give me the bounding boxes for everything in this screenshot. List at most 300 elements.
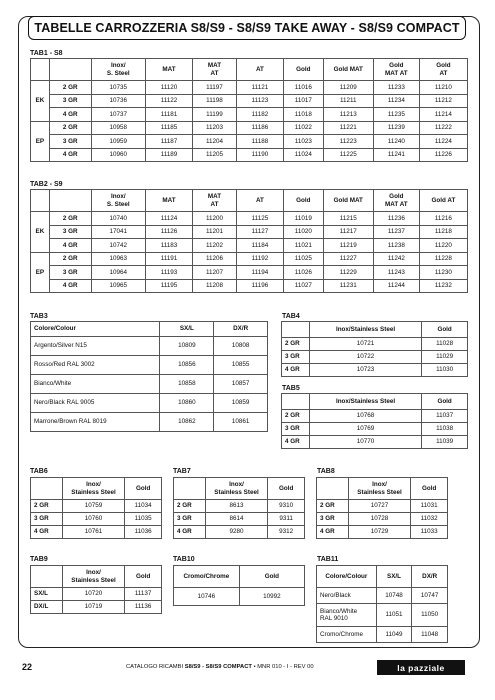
table-cell: 11181 [145, 108, 192, 122]
table-row [31, 212, 468, 226]
tab10-label: TAB10 [173, 556, 195, 563]
row-label: 2 GR [282, 410, 310, 423]
table-cell: 11215 [323, 212, 373, 226]
table-row [31, 225, 468, 239]
table-cell: 11206 [193, 252, 237, 266]
row-label: Bianco/White [31, 375, 160, 394]
column-header: SX/L [160, 322, 214, 337]
table-cell: 11183 [145, 239, 192, 253]
table-cell: 10746 [174, 588, 240, 606]
table-cell: 8613 [205, 500, 268, 513]
table-cell: 11240 [373, 135, 419, 149]
header-empty [49, 190, 91, 212]
table-cell: 11222 [419, 121, 467, 135]
row-label: 4 GR [317, 526, 349, 539]
table-cell: 11225 [323, 148, 373, 162]
column-header: MAT AT [193, 190, 237, 212]
row-label: 4 GR [174, 526, 206, 539]
column-header: Inox/ S. Steel [91, 190, 145, 212]
table-cell: 11185 [145, 121, 192, 135]
table-cell: 11024 [283, 148, 323, 162]
table-cell: 11190 [236, 148, 283, 162]
table-cell: 11195 [145, 279, 192, 293]
table-cell: 11023 [283, 135, 323, 149]
row-label: 3 GR [31, 513, 63, 526]
table-cell: 11022 [283, 121, 323, 135]
column-header: Gold [422, 394, 468, 410]
column-header: Inox/ Stainless Steel [205, 478, 268, 500]
tab2-label: TAB2 - S9 [30, 181, 63, 188]
table-cell: 17041 [91, 225, 145, 239]
table-cell: 11018 [283, 108, 323, 122]
tab4-table [281, 321, 468, 377]
row-label: 3 GR [317, 513, 349, 526]
row-label: Argento/Silver N15 [31, 337, 160, 356]
table-cell: 10769 [309, 423, 421, 436]
table-cell: 10768 [309, 410, 421, 423]
table-cell: 11051 [376, 604, 412, 627]
table-cell: 11234 [373, 94, 419, 108]
table-cell: 10770 [309, 436, 421, 449]
column-header: AT [236, 190, 283, 212]
table-row [31, 413, 268, 432]
table-cell: 11049 [376, 627, 412, 643]
table-cell: 11127 [236, 225, 283, 239]
row-label: 2 GR [282, 338, 310, 351]
tab8-table [316, 477, 448, 539]
page-title: TABELLE CARROZZERIA S8/S9 - S8/S9 TAKE AWAY - S8/S9 COMPACT [34, 21, 460, 35]
tab4-label: TAB4 [282, 313, 300, 320]
table-row [31, 94, 468, 108]
tab11-table [316, 565, 448, 643]
table-cell: 11027 [283, 279, 323, 293]
table-row [174, 588, 305, 606]
row-label: Nero/Black RAL 9005 [31, 394, 160, 413]
row-label: 3 GR [282, 423, 310, 436]
table-row [317, 588, 448, 604]
column-header: MAT [145, 190, 192, 212]
tab3-table [30, 321, 268, 432]
table-row [317, 627, 448, 643]
table-cell: 10860 [160, 394, 214, 413]
table-cell: 11038 [422, 423, 468, 436]
table-cell: 11030 [422, 364, 468, 377]
table-cell: 11191 [145, 252, 192, 266]
row-label: 4 GR [49, 279, 91, 293]
table-cell: 11229 [323, 266, 373, 280]
table-cell: 11202 [193, 239, 237, 253]
table-cell: 11205 [193, 148, 237, 162]
catalog-models: S8/S9 - S8/S9 COMPACT [184, 664, 252, 670]
header-empty [31, 59, 50, 81]
tab6-table [30, 477, 162, 539]
table-cell: 11199 [193, 108, 237, 122]
table-cell: 11028 [422, 338, 468, 351]
header-empty [31, 566, 63, 588]
table-cell: 11125 [236, 212, 283, 226]
table-cell: 11228 [419, 252, 467, 266]
table-cell: 11050 [412, 604, 448, 627]
table-row [31, 356, 268, 375]
table-cell: 11226 [419, 148, 467, 162]
table-cell: 11048 [412, 627, 448, 643]
table-cell: 11204 [193, 135, 237, 149]
table-cell: 10858 [160, 375, 214, 394]
table-cell: 11233 [373, 81, 419, 95]
table-cell: 11210 [419, 81, 467, 95]
table-row [174, 500, 305, 513]
table-cell: 11186 [236, 121, 283, 135]
row-label: 4 GR [282, 364, 310, 377]
table-cell: 10960 [91, 148, 145, 162]
column-header: DX/R [214, 322, 268, 337]
table-cell: 11244 [373, 279, 419, 293]
table-cell: 10759 [62, 500, 125, 513]
table-cell: 11198 [193, 94, 237, 108]
table-row [317, 500, 448, 513]
table-cell: 11212 [419, 94, 467, 108]
table-cell: 11187 [145, 135, 192, 149]
table-row [31, 108, 468, 122]
table-cell: 11223 [323, 135, 373, 149]
header-empty [317, 478, 349, 500]
tab9-table [30, 565, 162, 614]
table-cell: 10729 [348, 526, 411, 539]
table-cell: 10720 [62, 588, 124, 601]
row-label: 4 GR [49, 148, 91, 162]
row-label: Cromo/Chrome [317, 627, 377, 643]
table-cell: 11221 [323, 121, 373, 135]
tab2-table [30, 189, 468, 293]
column-header: Gold MAT AT [373, 190, 419, 212]
table-cell: 11200 [193, 212, 237, 226]
tab5-table [281, 393, 468, 449]
table-cell: 10855 [214, 356, 268, 375]
column-header: Gold [283, 190, 323, 212]
table-cell: 10723 [309, 364, 421, 377]
row-label: SX/L [31, 588, 63, 601]
column-header: Inox/Stainless Steel [309, 322, 421, 338]
column-header: Gold MAT [323, 190, 373, 212]
table-cell: 11137 [125, 588, 162, 601]
table-cell: 11231 [323, 279, 373, 293]
table-cell: 10736 [91, 94, 145, 108]
table-cell: 11020 [283, 225, 323, 239]
table-cell: 11039 [422, 436, 468, 449]
column-header: Gold [422, 322, 468, 338]
table-row [31, 375, 268, 394]
column-header: Colore/Colour [317, 566, 377, 588]
table-cell: 10859 [214, 394, 268, 413]
table-cell: 11224 [419, 135, 467, 149]
table-cell: 11194 [236, 266, 283, 280]
table-cell: 10737 [91, 108, 145, 122]
tab11-label: TAB11 [317, 556, 339, 563]
column-header: Gold [268, 478, 305, 500]
table-cell: 11242 [373, 252, 419, 266]
column-header: MAT AT [193, 59, 237, 81]
table-cell: 11203 [193, 121, 237, 135]
table-row [282, 351, 468, 364]
row-label: 3 GR [49, 135, 91, 149]
row-label: 4 GR [282, 436, 310, 449]
table-cell: 11227 [323, 252, 373, 266]
row-label: 3 GR [49, 225, 91, 239]
brand-logo-text: la pazziale [397, 662, 445, 673]
column-header: Gold [125, 478, 162, 500]
table-row [282, 436, 468, 449]
catalog-reference [126, 664, 314, 670]
table-cell: 11188 [236, 135, 283, 149]
column-header: Colore/Colour [31, 322, 160, 337]
table-row [31, 394, 268, 413]
table-cell: 11025 [283, 252, 323, 266]
group-label: EP [31, 252, 50, 293]
tab6-label: TAB6 [30, 468, 48, 475]
row-label: 2 GR [317, 500, 349, 513]
table-cell: 10735 [91, 81, 145, 95]
table-cell: 11236 [373, 212, 419, 226]
row-label: Nero/Black [317, 588, 377, 604]
table-cell: 11211 [323, 94, 373, 108]
table-cell: 11136 [125, 601, 162, 614]
column-header: Gold MAT [323, 59, 373, 81]
tab5-label: TAB5 [282, 385, 300, 392]
column-header: MAT [145, 59, 192, 81]
table-cell: 11237 [373, 225, 419, 239]
table-row [31, 337, 268, 356]
tab1-label: TAB1 - S8 [30, 50, 63, 57]
tab1-table [30, 58, 468, 162]
catalog-suffix: • MNR 010 - I - REV 00 [251, 664, 314, 670]
table-cell: 11037 [422, 410, 468, 423]
table-row [31, 239, 468, 253]
column-header: Gold [239, 566, 304, 588]
table-cell: 11029 [422, 351, 468, 364]
table-row [282, 410, 468, 423]
tab10-table [173, 565, 305, 606]
table-cell: 10761 [62, 526, 125, 539]
table-cell: 8614 [205, 513, 268, 526]
table-row [31, 601, 162, 614]
column-header: Inox/Stainless Steel [309, 394, 421, 410]
column-header: DX/R [412, 566, 448, 588]
row-label: 2 GR [49, 252, 91, 266]
table-cell: 10760 [62, 513, 125, 526]
page-number: 22 [22, 662, 33, 672]
table-cell: 11032 [411, 513, 448, 526]
table-cell: 11207 [193, 266, 237, 280]
table-cell: 10809 [160, 337, 214, 356]
row-label: 3 GR [49, 94, 91, 108]
column-header: Inox/ Stainless Steel [62, 478, 125, 500]
table-cell: 9310 [268, 500, 305, 513]
table-row [317, 526, 448, 539]
table-row [317, 604, 448, 627]
table-cell: 11019 [283, 212, 323, 226]
table-cell: 11182 [236, 108, 283, 122]
row-label: Bianco/White RAL 9010 [317, 604, 377, 627]
table-cell: 11219 [323, 239, 373, 253]
tab7-label: TAB7 [173, 468, 191, 475]
row-label: Marrone/Brown RAL 8019 [31, 413, 160, 432]
table-cell: 10722 [309, 351, 421, 364]
table-cell: 11193 [145, 266, 192, 280]
table-row [282, 364, 468, 377]
table-cell: 11034 [125, 500, 162, 513]
tab7-table [173, 477, 305, 539]
column-header: Gold AT [419, 190, 467, 212]
table-cell: 10958 [91, 121, 145, 135]
row-label: 4 GR [49, 108, 91, 122]
table-row [31, 148, 468, 162]
table-cell: 11120 [145, 81, 192, 95]
table-cell: 10959 [91, 135, 145, 149]
row-label: Rosso/Red RAL 3002 [31, 356, 160, 375]
table-cell: 11122 [145, 94, 192, 108]
table-cell: 11232 [419, 279, 467, 293]
table-cell: 10964 [91, 266, 145, 280]
page-title-box [28, 16, 466, 40]
table-row [282, 338, 468, 351]
table-cell: 11238 [373, 239, 419, 253]
row-label: 4 GR [49, 239, 91, 253]
table-cell: 10856 [160, 356, 214, 375]
table-cell: 9280 [205, 526, 268, 539]
table-cell: 11033 [411, 526, 448, 539]
table-cell: 11016 [283, 81, 323, 95]
table-cell: 11036 [125, 526, 162, 539]
table-cell: 10808 [214, 337, 268, 356]
table-cell: 11216 [419, 212, 467, 226]
table-cell: 10728 [348, 513, 411, 526]
table-cell: 10742 [91, 239, 145, 253]
header-empty [31, 478, 63, 500]
table-row [31, 513, 162, 526]
table-cell: 11124 [145, 212, 192, 226]
column-header: Gold [125, 566, 162, 588]
table-cell: 11230 [419, 266, 467, 280]
table-row [31, 588, 162, 601]
column-header: Gold MAT AT [373, 59, 419, 81]
table-row [31, 526, 162, 539]
column-header: Cromo/Chrome [174, 566, 240, 588]
table-row [31, 135, 468, 149]
column-header: Gold [283, 59, 323, 81]
table-cell: 11197 [193, 81, 237, 95]
header-empty [282, 394, 310, 410]
table-cell: 10727 [348, 500, 411, 513]
table-cell: 11017 [283, 94, 323, 108]
table-cell: 11235 [373, 108, 419, 122]
table-cell: 11026 [283, 266, 323, 280]
table-cell: 11213 [323, 108, 373, 122]
table-cell: 11196 [236, 279, 283, 293]
group-label: EK [31, 81, 50, 122]
column-header: Gold [411, 478, 448, 500]
column-header: Inox/ S. Steel [91, 59, 145, 81]
table-row [31, 279, 468, 293]
row-label: DX/L [31, 601, 63, 614]
row-label: 3 GR [282, 351, 310, 364]
table-cell: 11035 [125, 513, 162, 526]
table-cell: 11031 [411, 500, 448, 513]
table-cell: 11126 [145, 225, 192, 239]
table-row [31, 81, 468, 95]
table-cell: 11189 [145, 148, 192, 162]
row-label: 3 GR [49, 266, 91, 280]
table-cell: 11192 [236, 252, 283, 266]
table-cell: 10719 [62, 601, 124, 614]
column-header: AT [236, 59, 283, 81]
row-label: 2 GR [49, 81, 91, 95]
table-row [317, 513, 448, 526]
table-cell: 10721 [309, 338, 421, 351]
table-cell: 10857 [214, 375, 268, 394]
table-row [174, 526, 305, 539]
table-cell: 11239 [373, 121, 419, 135]
table-row [174, 513, 305, 526]
tab8-label: TAB8 [317, 468, 335, 475]
column-header: Inox/ Stainless Steel [62, 566, 124, 588]
header-empty [282, 322, 310, 338]
page-footer [22, 662, 478, 678]
table-cell: 9311 [268, 513, 305, 526]
header-empty [49, 59, 91, 81]
table-cell: 10992 [239, 588, 304, 606]
catalog-prefix: CATALOGO RICAMBI [126, 664, 185, 670]
table-cell: 11218 [419, 225, 467, 239]
row-label: 2 GR [174, 500, 206, 513]
brand-logo [377, 660, 465, 675]
table-cell: 11184 [236, 239, 283, 253]
table-cell: 11121 [236, 81, 283, 95]
table-cell: 11021 [283, 239, 323, 253]
table-cell: 10748 [376, 588, 412, 604]
column-header: Inox/ Stainless Steel [348, 478, 411, 500]
table-row [31, 252, 468, 266]
table-row [282, 423, 468, 436]
tab9-label: TAB9 [30, 556, 48, 563]
row-label: 4 GR [31, 526, 63, 539]
table-cell: 11220 [419, 239, 467, 253]
row-label: 2 GR [49, 121, 91, 135]
table-cell: 11209 [323, 81, 373, 95]
table-cell: 11201 [193, 225, 237, 239]
table-cell: 11208 [193, 279, 237, 293]
tab3-label: TAB3 [30, 313, 48, 320]
table-cell: 10965 [91, 279, 145, 293]
table-cell: 10861 [214, 413, 268, 432]
group-label: EK [31, 212, 50, 253]
table-cell: 10963 [91, 252, 145, 266]
table-cell: 11214 [419, 108, 467, 122]
header-empty [174, 478, 206, 500]
table-cell: 11217 [323, 225, 373, 239]
table-cell: 10740 [91, 212, 145, 226]
table-row [31, 266, 468, 280]
column-header: SX/L [376, 566, 412, 588]
header-empty [31, 190, 50, 212]
column-header: Gold AT [419, 59, 467, 81]
table-row [31, 121, 468, 135]
table-cell: 11243 [373, 266, 419, 280]
table-cell: 10862 [160, 413, 214, 432]
row-label: 2 GR [49, 212, 91, 226]
table-cell: 10747 [412, 588, 448, 604]
table-cell: 11123 [236, 94, 283, 108]
table-row [31, 500, 162, 513]
